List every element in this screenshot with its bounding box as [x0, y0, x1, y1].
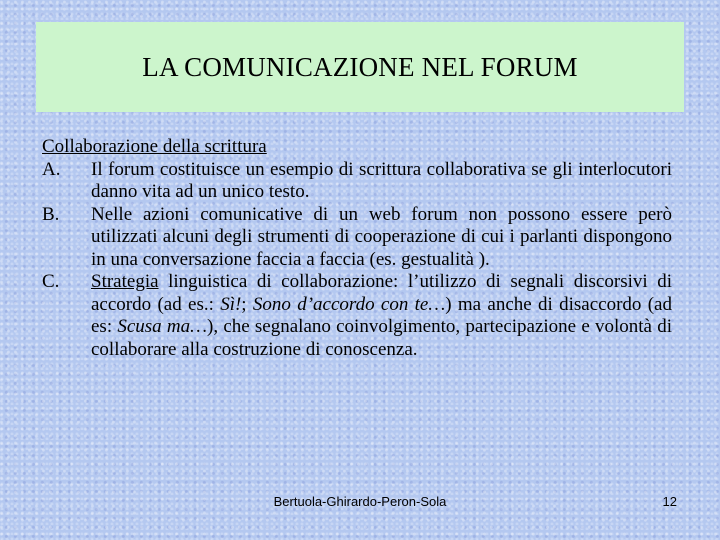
- footer-authors: Bertuola-Ghirardo-Peron-Sola: [273, 494, 447, 509]
- slide-content: [42, 136, 672, 361]
- item-letter: C.: [42, 271, 60, 292]
- list-item-c: [42, 271, 672, 361]
- item-letter: A.: [42, 158, 61, 180]
- strategy-word: Strategia: [91, 271, 159, 292]
- title-box: [36, 22, 684, 112]
- item-text-part2: ) ma anche di disaccordo (ad es:: [91, 293, 672, 337]
- list-item-b: [42, 204, 672, 272]
- item-text: Il forum costituisce un esempio di scrittura collaborativa se gli interlocutori danno vita ad un unico testo.: [91, 158, 672, 202]
- example-scusa: Scusa ma…: [117, 316, 208, 337]
- item-letter: B.: [42, 203, 60, 225]
- item-text: [91, 271, 672, 361]
- item-text-part3: ), che segnalano coinvolgimento, partecipazione e volontà di collaborare alla costruzione di conoscenza.: [91, 316, 672, 360]
- example-separator: ;: [241, 293, 253, 315]
- example-accordo: Sono d’accordo con te…: [252, 293, 446, 315]
- item-text-part1: linguistica di collaborazione: l’utilizzo di segnali discorsivi di accordo (ad es.:: [91, 271, 672, 315]
- item-text: Nelle azioni comunicative di un web forum non possono essere però utilizzati alcuni degli strumenti di cooperazione di cui i parlanti dispongono in una conversazione faccia a faccia (es. gestualità ).: [91, 203, 672, 270]
- list-item-a: [42, 159, 672, 204]
- section-subtitle: Collaborazione della scrittura: [42, 136, 267, 157]
- example-si: Sì!: [220, 293, 242, 315]
- slide-title: LA COMUNICAZIONE NEL FORUM: [142, 51, 578, 82]
- page-number: 12: [662, 494, 677, 509]
